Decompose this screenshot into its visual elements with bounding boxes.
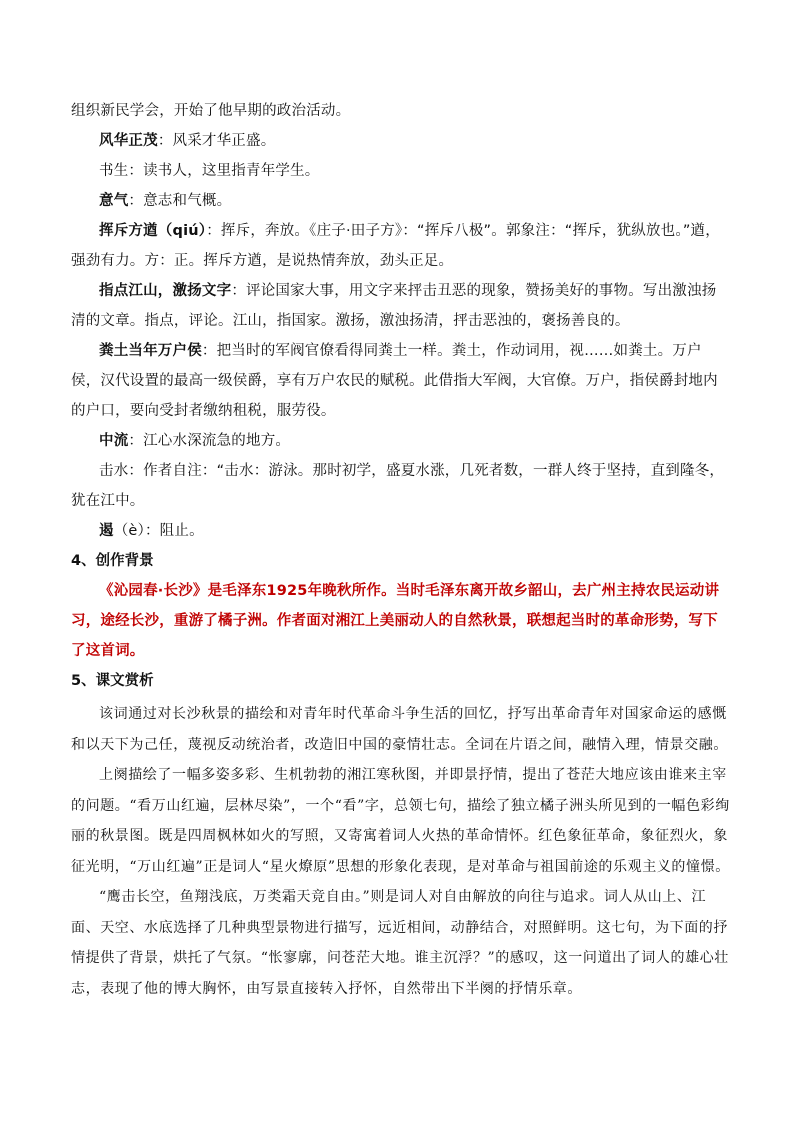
appreciation-paragraph-3: “鹰击长空，鱼翔浅底，万类霜天竞自由。”则是词人对自由解放的向往与追求。词人从山上、江面、天空、水底选择了几种典型景物进行描写，远近相间，动静结合，对照鲜明。这七句，为下面的抒情提供了背景，烘托了气氛。“怅寥廓，问苍茫大地。谁主沉浮？”的感叹，这一问道出了词人的雄心壮志，表现了他的博大胸怀，由写景直接转入抒怀，自然带出下半阕的抒情乐章。	[71, 889, 729, 997]
note-text: 书生：读书人，这里指青年学生。	[99, 163, 320, 179]
note-paragraph	[71, 96, 731, 126]
note-paragraph	[71, 216, 731, 276]
section-heading-appreciation: 5、课文赏析	[71, 673, 154, 689]
note-paragraph	[71, 156, 731, 186]
note-term: 挥斥方遒（qiú）	[99, 223, 207, 239]
note-paragraph	[71, 516, 731, 546]
background-paragraph: 《沁园春·长沙》是毛泽东1925年晚秋所作。当时毛泽东离开故乡韶山，去广州主持农民运动讲习，途经长沙，重游了橘子洲。作者面对湘江上美丽动人的自然秋景，联想起当时的革命形势，写下了这首词。	[71, 583, 720, 659]
note-paragraph	[71, 276, 731, 336]
note-term: 风华正茂	[99, 133, 158, 149]
appreciation-paragraph-2: 上阕描绘了一幅多姿多彩、生机勃勃的湘江寒秋图，并即景抒情，提出了苍茫大地应该由谁来主宰的问题。“看万山红遍，层林尽染”，一个“看”字，总领七句，描绘了独立橘子洲头所见到的一幅色彩绚丽的秋景图。既是四周枫林如火的写照，又寄寓着词人火热的革命情怀。红色象征革命，象征烈火，象征光明，“万山红遍”正是词人“星火燎原”思想的形象化表现，是对革命与祖国前途的乐观主义的憧憬。	[71, 767, 730, 875]
note-paragraph	[71, 456, 731, 516]
note-text: 击水：作者自注：“击水：游泳。那时初学，盛夏水涨，几死者数，一群人终于坚持，直到隆冬，犹在江中。	[71, 463, 725, 509]
note-term: 粪土当年万户侯	[99, 343, 202, 359]
note-text: ：风采才华正盛。	[157, 133, 276, 149]
note-text: ：评论国家大事，用文字来抨击丑恶的现象，赞扬美好的事物。写出激浊扬清的文章。指点，评论。江山，指国家。激扬，激浊扬清，抨击恶浊的，褒扬善良的。	[71, 283, 717, 329]
vocabulary-notes	[71, 96, 731, 546]
section-heading-background: 4、创作背景	[71, 553, 154, 569]
note-text: ：挥斥，奔放。《庄子·田子方》：“挥斥八极”。郭象注：“挥斥，犹纵放也。”遒，强劲有力。方：正。挥斥方遒，是说热情奔放，劲头正足。	[71, 223, 720, 269]
note-paragraph	[71, 426, 731, 456]
note-paragraph	[71, 126, 731, 156]
note-text: ：意志和气概。	[128, 193, 232, 209]
note-text: ：把当时的军阀官僚看得同粪土一样。粪土，作动词用，视……如粪土。万户侯，汉代设置的最高一级侯爵，享有万户农民的赋税。此借指大军阀，大官僚。万户，指侯爵封地内的户口，要向受封者缴纳租税，服劳役。	[71, 343, 718, 419]
note-term: 遏	[99, 523, 114, 539]
note-text: （è）：阻止。	[113, 523, 204, 539]
note-paragraph	[71, 186, 731, 216]
note-term: 中流	[99, 433, 129, 449]
note-term: 指点江山，激扬文字	[99, 283, 232, 299]
appreciation-paragraph-1: 该词通过对长沙秋景的描绘和对青年时代革命斗争生活的回忆，抒写出革命青年对国家命运的感慨和以天下为己任，蔑视反动统治者，改造旧中国的豪情壮志。全词在片语之间，融情入理，情景交融。	[71, 706, 728, 753]
note-paragraph	[71, 336, 731, 426]
note-term: 意气	[99, 193, 129, 209]
document-page	[71, 96, 731, 1004]
note-text: ：江心水深流急的地方。	[128, 433, 291, 449]
note-text: 组织新民学会，开始了他早期的政治活动。	[71, 103, 351, 119]
